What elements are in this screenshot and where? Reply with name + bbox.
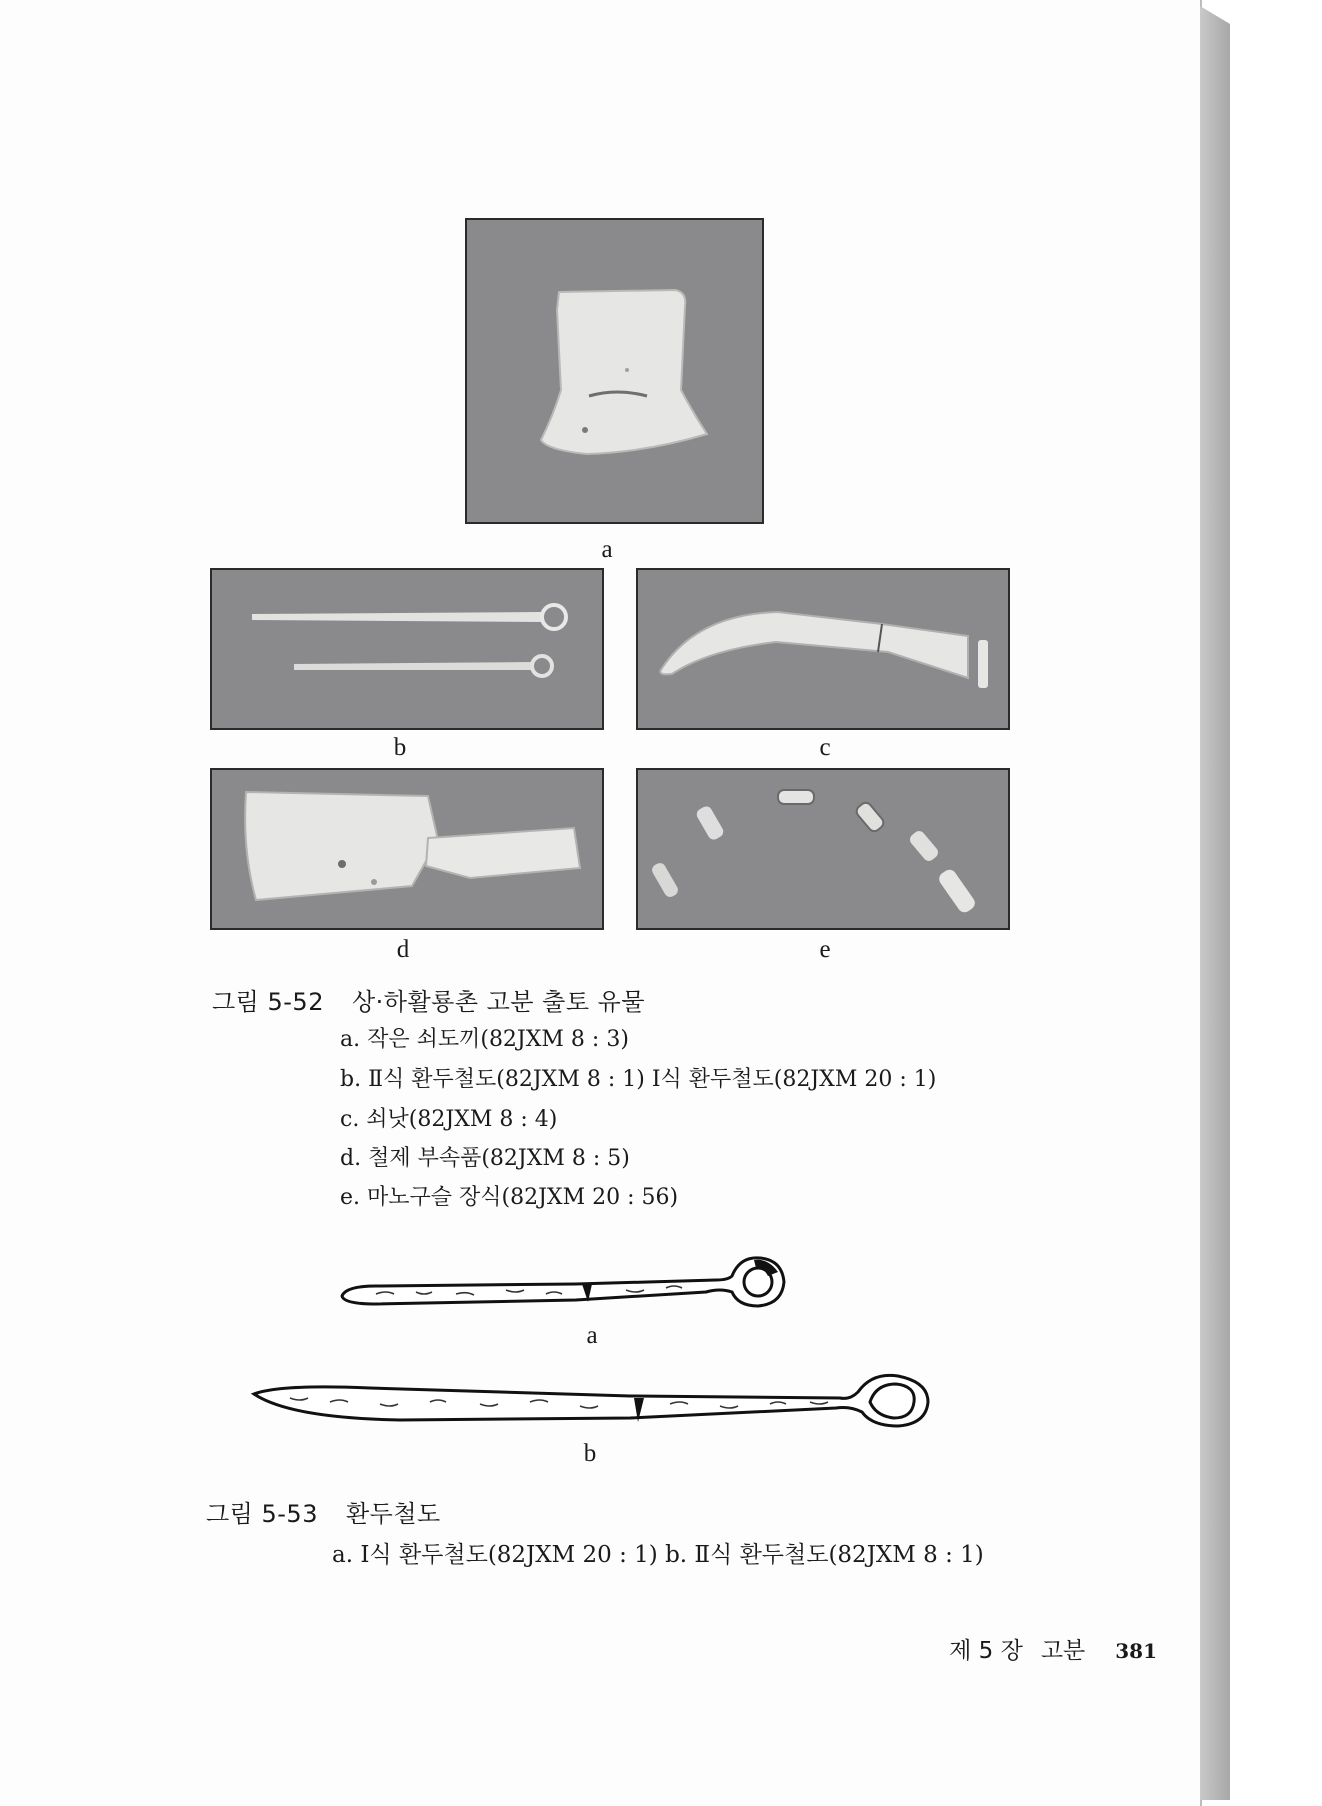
panel-label-a: a (601, 536, 613, 563)
iron-fitting-photo-icon (212, 770, 602, 928)
ring-pommel-knife-drawing-icon (336, 1250, 816, 1320)
panel-label-c: c (819, 734, 831, 761)
agate-beads-photo-icon (638, 770, 1008, 928)
caption-line: a. Ⅰ식 환두철도(82JXM 20 : 1) b. Ⅱ식 환두철도(82JXM 8 : 1) (332, 1542, 984, 1568)
page-number: 381 (1115, 1639, 1157, 1663)
panel-label-b: b (393, 734, 407, 761)
ring-pommel-knife-drawing-icon (250, 1368, 940, 1438)
caption-item-c: c. 쇠낫(82JXM 8 : 4) (340, 1107, 558, 1132)
sickle-photo-icon (638, 570, 1008, 728)
drawing-label-a: a (586, 1322, 598, 1349)
axe-head-photo-icon (467, 220, 762, 522)
photo-a-axe-head (465, 218, 764, 524)
caption-item-b: b. Ⅱ식 환두철도(82JXM 8 : 1) Ⅰ식 환두철도(82JXM 20 : 1) (340, 1067, 937, 1092)
caption-item-a: a. 작은 쇠도끼(82JXM 8 : 3) (340, 1027, 629, 1052)
panel-label-e: e (819, 936, 831, 963)
panel-label-d: d (396, 936, 410, 963)
photo-d-iron-fitting (210, 768, 604, 930)
drawing-b-knife (250, 1368, 940, 1438)
photo-b-knives (210, 568, 604, 730)
page-edge (1200, 6, 1230, 1800)
caption-item-d: d. 철제 부속품(82JXM 8 : 5) (340, 1146, 630, 1171)
chapter-label: 제 5 장 (949, 1638, 1023, 1664)
photo-e-agate-beads (636, 768, 1010, 930)
figure-title: 환두철도 (345, 1500, 441, 1528)
section-label: 고분 (1040, 1638, 1086, 1664)
figure-number: 그림 5-52 (212, 988, 324, 1016)
figure-5-52-caption-title (212, 982, 645, 1017)
drawing-a-knife (336, 1250, 816, 1320)
page-footer (949, 1632, 1157, 1665)
caption-item-e: e. 마노구슬 장식(82JXM 20 : 56) (340, 1185, 679, 1210)
figure-number: 그림 5-53 (206, 1500, 318, 1528)
figure-title: 상·하활룡촌 고분 출토 유물 (351, 988, 646, 1016)
ring-pommel-knives-photo-icon (212, 570, 602, 728)
photo-c-sickle (636, 568, 1010, 730)
figure-5-53-caption-title (206, 1494, 441, 1529)
drawing-label-b: b (583, 1440, 597, 1467)
